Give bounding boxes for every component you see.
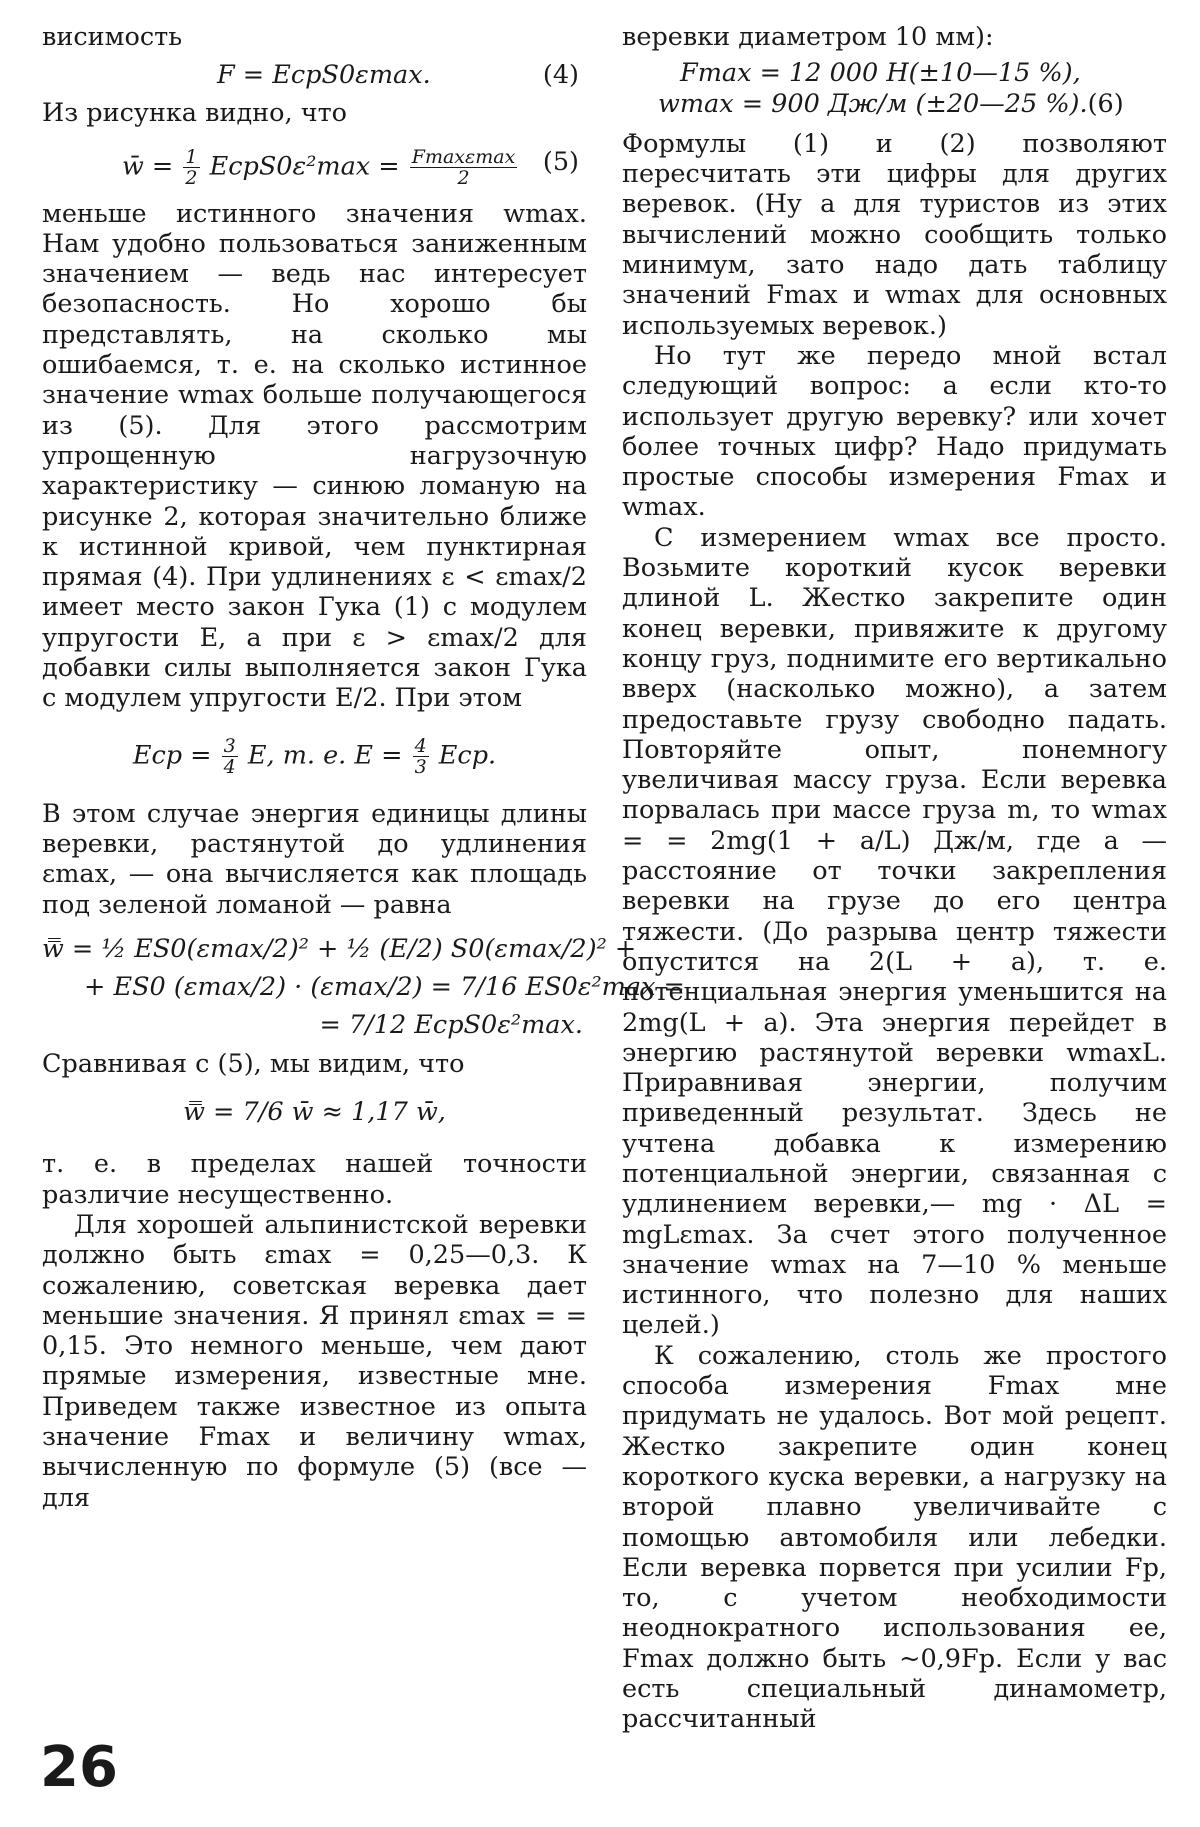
equation-energy-line-2: + ES0 (εmax/2) · (εmax/2) = 7/16 ES0ε²max = (84, 972, 685, 1003)
equation-ecp (42, 736, 587, 777)
equation-6-line-1: Fmax = 12 000 Н(±10—15 %), (680, 58, 1081, 89)
paragraph-difference: т. е. в пределах нашей точности различие несущественно. (42, 1149, 587, 1210)
equation-5 (42, 137, 587, 191)
paragraph-top-left: висимость (42, 22, 183, 52)
equation-ecp-fraction-1 (222, 736, 238, 777)
fraction-denominator: 3 (414, 755, 427, 778)
equation-ecp-part-b: E, т. е. E = (247, 740, 411, 771)
equation-energy-line-1: w̿ = ½ ES0(εmax/2)² + ½ (E/2) S0(εmax/2)² + (42, 933, 637, 964)
fraction-numerator: 1 (185, 145, 198, 168)
equation-energy-block (42, 933, 685, 1041)
paragraph-formulas: Формулы (1) и (2) позволяют пересчитать эти цифры для других веревок. (Ну а для туристов из этих вычислений можно сообщить только минимум, зато надо дать таблицу значений Fmax и wmax для основных используемых веревок.) (622, 128, 1167, 341)
fraction-numerator: Fmaxεmax (411, 145, 516, 168)
equation-6-number: (6) (1087, 88, 1124, 119)
page-number: 26 (40, 1735, 118, 1800)
fraction-denominator: 2 (457, 166, 470, 189)
equation-5-fraction-force (410, 147, 518, 188)
equation-5-number: (5) (542, 146, 579, 177)
equation-4-number: (4) (542, 60, 579, 91)
paragraph-energy: В этом случае энергия единицы длины веревки, растянутой до удлинения εmax, — она вычисляется как площадь под зеленой ломаной — равна (42, 798, 587, 920)
equation-ecp-part-c: Eср. (438, 740, 497, 771)
equation-4 (42, 60, 587, 90)
equation-4-formula: F = EсрS0εmax. (217, 60, 431, 91)
paragraph-underestimate: меньше истинного значения wmax. Нам удобно пользоваться заниженным значением — ведь нас интересует безопасность. Но хорошо бы представлять, на сколько мы ошибаемся, т. е. на сколько истинное значение wmax больше получающегося из (5). Для этого рассмотрим упрощенную нагрузочную характеристику — синюю ломаную на рисунке 2, которая значительно ближе к истинной кривой, чем пунктирная прямая (4). При удлинениях ε < εmax/2 имеет место закон Гука (1) с модулем упругости E, а при ε > εmax/2 для добавки силы выполняется закон Гука с модулем упругости E/2. При этом (42, 198, 587, 714)
equation-5-mid: EсрS0ε²max = (209, 151, 408, 182)
paragraph-alpine-rope: Для хорошей альпинистской веревки должно быть εmax = 0,25—0,3. К сожалению, советская веревка дает меньшие значения. Я принял εmax = = 0,15. Это немного меньше, чем дают прямые измерения, известные мне. Приведем также известное из опыта значение Fmax и величину wmax, вычисленную по формуле (5) (все — для (42, 1209, 587, 1513)
equation-6-line-2 (622, 89, 1167, 119)
right-column (622, 22, 1167, 1735)
equation-5-formula (122, 147, 519, 188)
equation-5-fraction-half (183, 147, 199, 188)
left-column (42, 22, 685, 1513)
paragraph-measure-f: К сожалению, столь же простого способа измерения Fmax мне придумать не удалось. Вот мой рецепт. Жестко закрепите один конец короткого куска веревки, а нагрузку на второй плавно увеличивайте с помощью автомобиля или лебедки. Если веревка порвется при усилии Fр, то, с учетом необходимости неоднократного использования ее, Fmax должно быть ~0,9Fр. Если у вас есть специальный динамометр, рассчитанный (622, 1340, 1167, 1735)
equation-ratio: w̿ = 7/6 w̄ ≈ 1,17 w̄, (183, 1097, 446, 1128)
paragraph-compare: Сравнивая с (5), мы видим, что (42, 1048, 465, 1079)
paragraph-figure-ref: Из рисунка видно, что (42, 98, 348, 129)
equation-ecp-fraction-2 (413, 736, 429, 777)
equation-6-line-2-text: wmax = 900 Дж/м (±20—25 %). (658, 88, 1088, 119)
fraction-denominator: 4 (223, 755, 236, 778)
fraction-denominator: 2 (185, 166, 198, 189)
fraction-numerator: 4 (414, 734, 427, 757)
equation-5-lhs: w̄ = (122, 151, 182, 182)
paragraph-question: Но тут же передо мной встал следующий вопрос: а если кто-то использует другую веревку? или хочет более точных цифр? Надо придумать простые способы измерения Fmax и wmax. (622, 340, 1167, 523)
paragraph-measure-w: С измерением wmax все просто. Возьмите короткий кусок веревки длиной L. Жестко закрепите один конец веревки, привяжите к другому концу груз, поднимите его вертикально вверх (насколько можно), а затем предоставьте грузу свободно падать. Повторяйте опыт, понемногу увеличивая массу груза. Если веревка порвалась при массе груза m, то wmax = = 2mg(1 + a/L) Дж/м, где a — расстояние от точки закрепления веревки на грузе до его центра тяжести. (До разрыва центр тяжести опустится на 2(L + a), т. е. потенциальная энергия уменьшится на 2mg(L + a). Эта энергия перейдет в энергию растянутой веревки wmaxL. Приравнивая энергии, получим приведенный результат. Здесь не учтена добавка к измерению потенциальной энергии, связанная с удлинением веревки,— mg · ΔL = mgLεmax. За счет этого полученное значение wmax на 7—10 % меньше истинного, что полезно для наших целей.) (622, 522, 1167, 1341)
fraction-numerator: 3 (223, 734, 236, 757)
equation-energy-line-3: = 7/12 EсрS0ε²max. (319, 1010, 583, 1041)
equation-6 (622, 58, 1167, 119)
equation-ecp-part-a: Eср = (132, 740, 220, 771)
paragraph-top-right: веревки диаметром 10 мм): (622, 22, 994, 52)
